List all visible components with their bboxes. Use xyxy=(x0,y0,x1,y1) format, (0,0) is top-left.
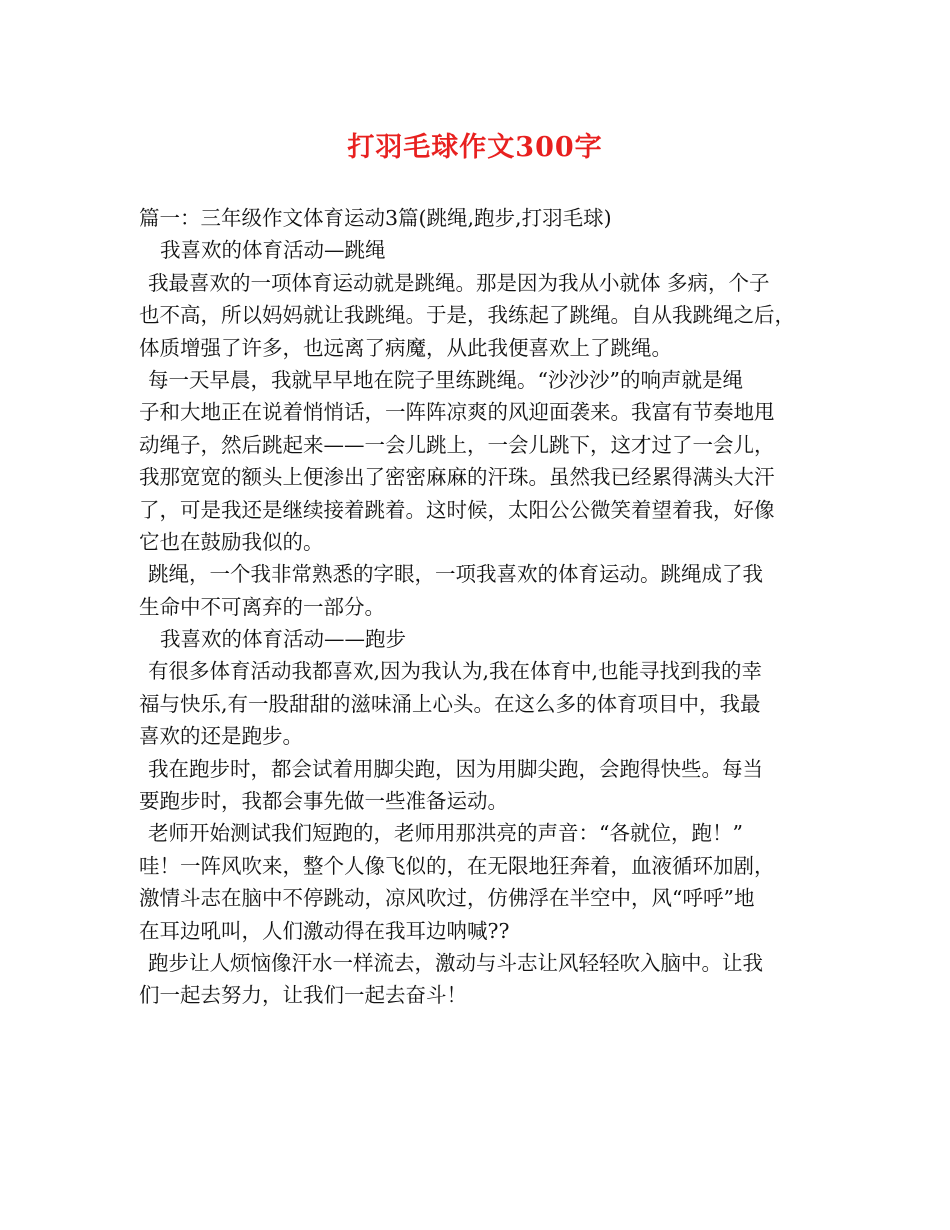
paragraph-line: 老师开始测试我们短跑的，老师用那洪亮的声音：“各就位，跑！” xyxy=(148,821,743,846)
paragraph-line: 福与快乐,有一股甜甜的滋味涌上心头。在这么多的体育项目中，我最 xyxy=(139,691,761,716)
paragraph-line: 喜欢的还是跑步。 xyxy=(139,724,303,749)
paragraph-line: 在耳边吼叫，人们激动得在我耳边呐喊?? xyxy=(139,918,510,943)
paragraph-line: 我在跑步时，都会试着用脚尖跑，因为用脚尖跑，会跑得快些。每当 xyxy=(148,756,763,781)
subheading: 我喜欢的体育活动—跳绳 xyxy=(160,238,386,263)
paragraph-line: 激情斗志在脑中不停跳动，凉风吹过，仿佛浮在半空中，风“呼呼”地 xyxy=(139,886,755,911)
paragraph-line: 们一起去努力，让我们一起去奋斗！ xyxy=(139,983,467,1008)
paragraph-line: 跳绳，一个我非常熟悉的字眼，一项我喜欢的体育运动。跳绳成了我 xyxy=(148,562,763,587)
document-title: 打羽毛球作文300字 xyxy=(347,132,603,163)
paragraph-line: 跑步让人烦恼像汗水一样流去，激动与斗志让风轻轻吹入脑中。让我 xyxy=(148,950,763,975)
paragraph-line: 要跑步时，我都会事先做一些准备运动。 xyxy=(139,789,508,814)
paragraph-line: 每一天早晨，我就早早地在院子里练跳绳。“沙沙沙”的响声就是绳 xyxy=(148,367,743,392)
section-heading: 篇一：三年级作文体育运动3篇(跳绳,跑步,打羽毛球) xyxy=(139,206,612,230)
paragraph-line: 动绳子，然后跳起来——一会儿跳上，一会儿跳下，这才过了一会儿， xyxy=(139,432,775,457)
paragraph-line: 我最喜欢的一项体育运动就是跳绳。那是因为我从小就体 多病，个子 xyxy=(148,270,770,295)
paragraph-line: 哇！一阵风吹来，整个人像飞似的，在无限地狂奔着，血液循环加剧， xyxy=(139,853,775,878)
paragraph-line: 我那宽宽的额头上便渗出了密密麻麻的汗珠。虽然我已经累得满头大汗 xyxy=(139,465,775,490)
paragraph-line: 体质增强了许多，也远离了病魔，从此我便喜欢上了跳绳。 xyxy=(139,335,672,360)
paragraph-line: 它也在鼓励我似的。 xyxy=(139,529,324,554)
paragraph-line: 子和大地正在说着悄悄话，一阵阵凉爽的风迎面袭来。我富有节奏地甩 xyxy=(139,400,775,425)
document-body xyxy=(139,202,819,1012)
subheading: 我喜欢的体育活动——跑步 xyxy=(160,627,406,652)
paragraph-line: 有很多体育活动我都喜欢,因为我认为,我在体育中,也能寻找到我的幸 xyxy=(148,659,763,684)
paragraph-line: 也不高，所以妈妈就让我跳绳。于是，我练起了跳绳。自从我跳绳之后， xyxy=(139,303,795,328)
paragraph-line: 生命中不可离弃的一部分。 xyxy=(139,594,385,619)
paragraph-line: 了，可是我还是继续接着跳着。这时候，太阳公公微笑着望着我，好像 xyxy=(139,497,775,522)
